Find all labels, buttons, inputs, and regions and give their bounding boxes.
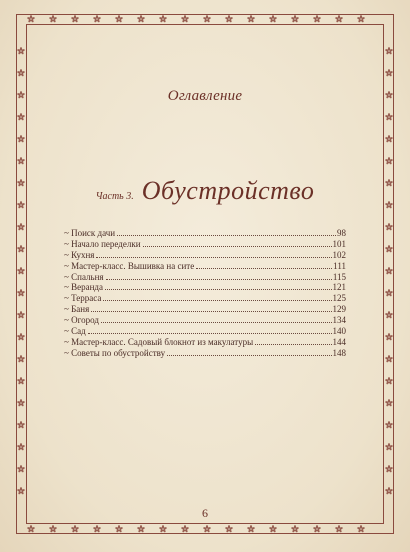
toc-entry-page: 101	[332, 238, 346, 249]
dot-leader	[103, 300, 331, 301]
toc-entry-title: ~ Спальня	[64, 271, 104, 282]
toc-entry[interactable]	[64, 337, 346, 348]
toc-entry-page: 98	[337, 228, 346, 238]
toc-entry[interactable]	[64, 228, 346, 239]
toc-entry-title: ~ Сад	[64, 326, 86, 337]
dot-leader	[101, 322, 332, 323]
toc-entry[interactable]	[64, 261, 346, 272]
toc-entry-title: ~ Поиск дачи	[64, 228, 116, 238]
part-heading	[64, 176, 346, 206]
toc-entry[interactable]	[64, 348, 346, 359]
toc-entry-title: ~ Терраса	[64, 293, 102, 304]
toc-entry-title: ~ Начало переделки	[64, 238, 141, 249]
toc-entry-title: ~ Мастер-класс. Вышивка на сите	[64, 260, 195, 271]
toc-entry[interactable]	[64, 272, 346, 283]
toc-entry-page: 144	[332, 336, 346, 347]
toc-entry-title: ~ Мастер-класс. Садовый блокнот из макулатуры	[64, 336, 254, 347]
dot-leader	[96, 257, 331, 258]
page-number: 6	[202, 506, 208, 520]
toc-entry-page: 134	[332, 315, 346, 326]
toc-entry-title: ~ Кухня	[64, 249, 95, 260]
toc-entry[interactable]	[64, 293, 346, 304]
part-title: Обустройство	[141, 176, 315, 205]
toc-entry-title: ~ Советы по обустройству	[64, 347, 166, 358]
toc-entry[interactable]	[64, 304, 346, 315]
toc-entry-page: 125	[332, 293, 346, 304]
toc-entry[interactable]	[64, 315, 346, 326]
toc-entry-title: ~ Баня	[64, 304, 90, 315]
toc-entry-page: 129	[332, 304, 346, 315]
dot-leader	[88, 333, 332, 334]
toc-entry-page: 115	[332, 271, 346, 282]
toc-entry[interactable]	[64, 282, 346, 293]
dot-leader	[196, 268, 332, 269]
toc-entry-page: 140	[332, 326, 346, 337]
toc-entry-page: 111	[333, 260, 346, 271]
part-label: Часть 3.	[95, 191, 134, 202]
dot-leader	[167, 355, 331, 356]
toc-entry[interactable]	[64, 239, 346, 250]
toc-entry-page: 121	[332, 282, 346, 293]
toc-entry[interactable]	[64, 250, 346, 261]
toc-entry[interactable]	[64, 326, 346, 337]
dot-leader	[105, 289, 331, 290]
toc-entry-title: ~ Огород	[64, 315, 99, 326]
dot-leader	[91, 311, 331, 312]
toc-list	[64, 228, 346, 359]
dot-leader	[106, 279, 332, 280]
dot-leader	[117, 235, 336, 236]
toc-entry-page: 102	[332, 249, 346, 260]
toc-entry-title: ~ Веранда	[64, 282, 104, 293]
toc-entry-page: 148	[332, 347, 346, 358]
toc-heading: Оглавление	[167, 88, 243, 104]
dot-leader	[143, 246, 332, 247]
dot-leader	[255, 344, 331, 345]
